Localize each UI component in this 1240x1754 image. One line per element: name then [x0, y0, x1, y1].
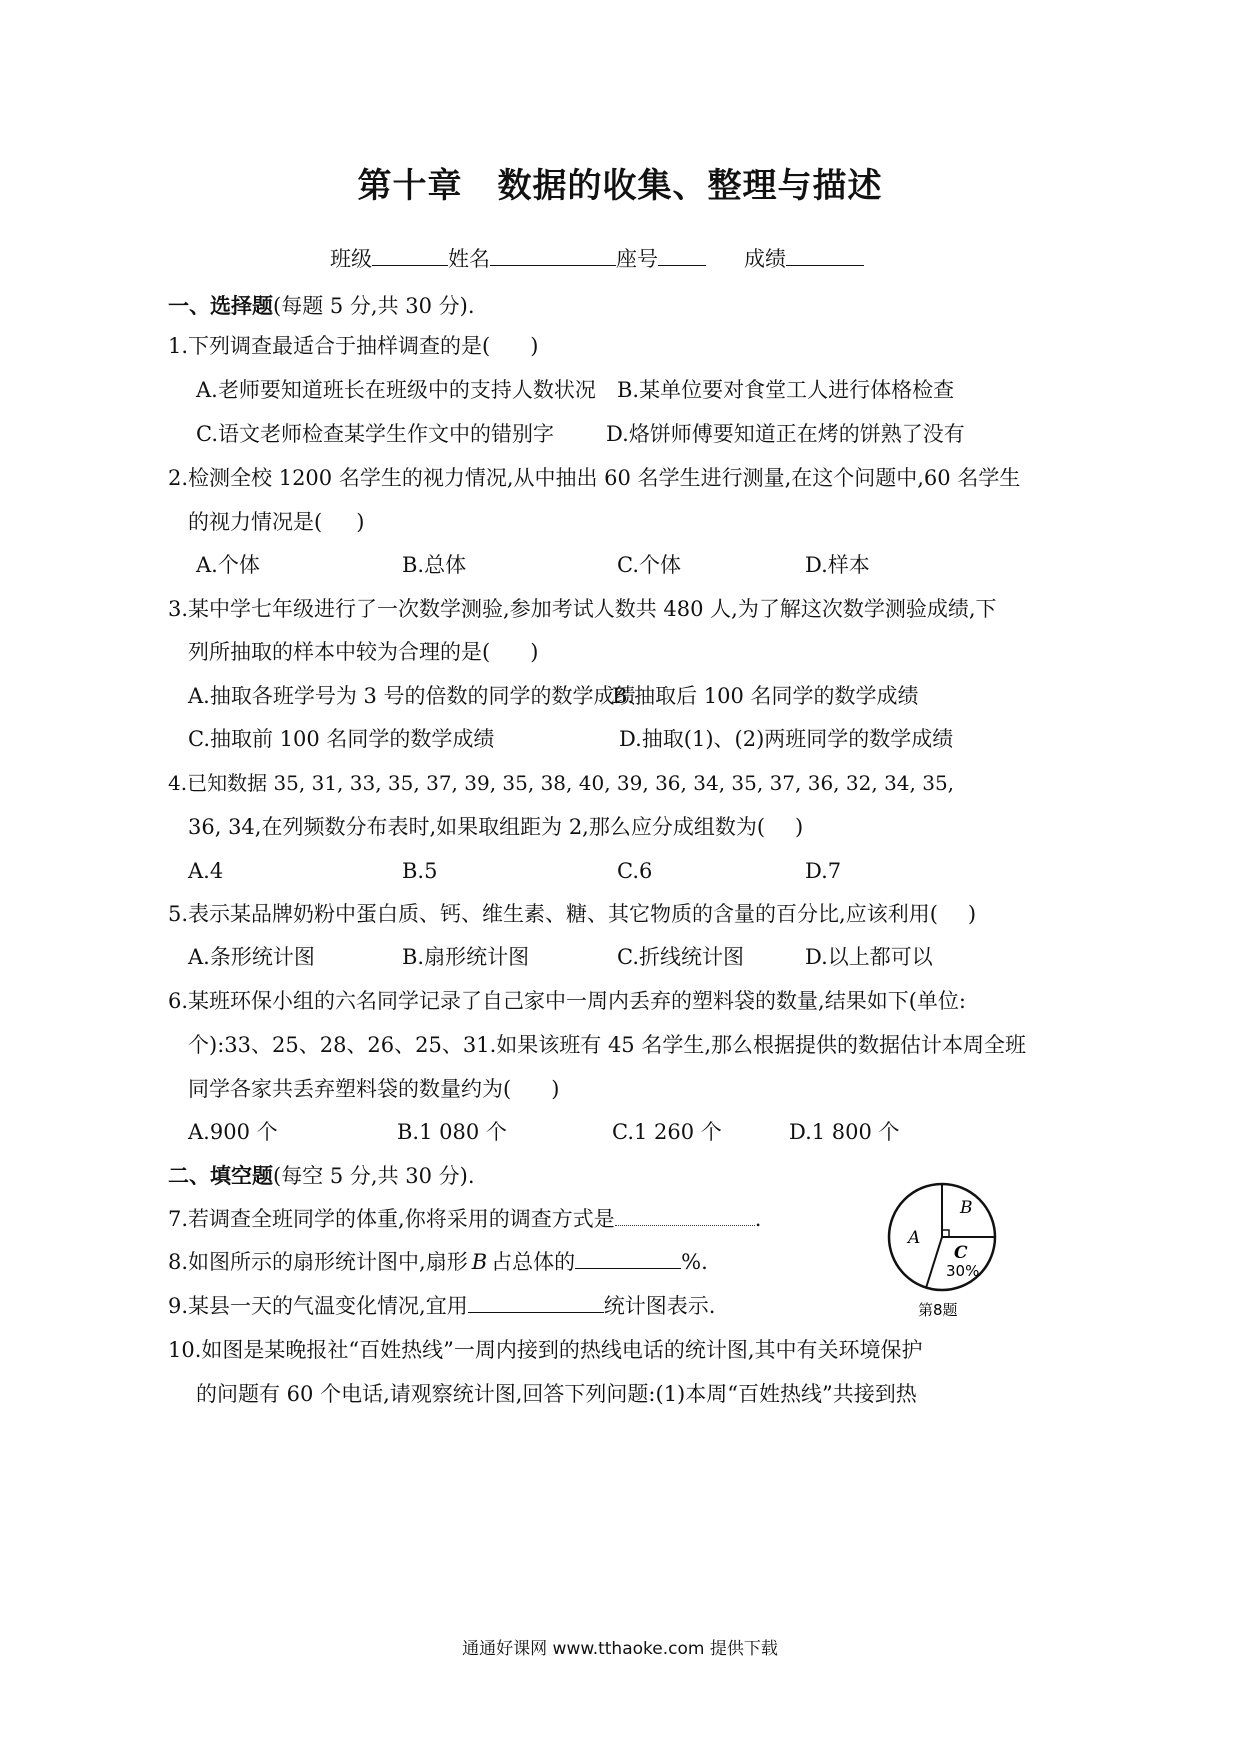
- question-4-option-a: A.4: [188, 859, 224, 883]
- question-7-blank[interactable]: [615, 1205, 755, 1226]
- question-7-text: 7.若调查全班同学的体重,你将采用的调查方式是: [168, 1207, 615, 1231]
- pie-caption: 第8题: [918, 1301, 958, 1319]
- section-two-note: (每空 5 分,共 30 分).: [273, 1164, 475, 1188]
- question-8-text-a: 8.如图所示的扇形统计图中,扇形: [168, 1250, 468, 1274]
- right-angle-mark: [942, 1230, 949, 1237]
- question-9: [168, 1292, 715, 1320]
- pie-chart-figure: [880, 1175, 1010, 1325]
- question-7: [168, 1205, 761, 1233]
- pie-label-c-percent: 30%: [946, 1262, 980, 1280]
- question-5-close: ): [967, 902, 977, 926]
- question-1-option-c: C.语文老师检查某学生作文中的错别字: [196, 422, 554, 446]
- question-6-text: 同学各家共丢弃塑料袋的数量约为(: [188, 1077, 512, 1101]
- question-2-option-c: C.个体: [617, 553, 681, 577]
- question-6-option-c: C.1 260 个: [612, 1120, 722, 1144]
- pie-label-b: B: [960, 1198, 973, 1218]
- question-1-text: 1.下列调查最适合于抽样调查的是(: [168, 334, 491, 358]
- question-10-line-1: 10.如图是某晚报社“百姓热线”一周内接到的热线电话的统计图,其中有关环境保护: [168, 1338, 923, 1362]
- question-5-option-c: C.折线统计图: [617, 945, 744, 969]
- seat-blank[interactable]: [658, 245, 706, 266]
- question-4-line-1: 4.已知数据 35, 31, 33, 35, 37, 39, 35, 38, 40, 39, 36, 34, 35, 37, 36, 32, 34, 35,: [168, 771, 955, 795]
- question-5-line-1: [168, 900, 976, 928]
- question-3-text: 列所抽取的样本中较为合理的是(: [188, 640, 491, 664]
- question-1-option-a: A.老师要知道班长在班级中的支持人数状况: [196, 378, 596, 402]
- question-9-blank[interactable]: [468, 1292, 604, 1313]
- question-1-close: ): [530, 334, 539, 358]
- question-6-option-a: A.900 个: [188, 1120, 278, 1144]
- question-10-line-2: 的问题有 60 个电话,请观察统计图,回答下列问题:(1)本周“百姓热线”共接到热: [196, 1382, 917, 1406]
- question-2-option-a: A.个体: [196, 553, 260, 577]
- page-title: 第十章 数据的收集、整理与描述: [357, 166, 883, 206]
- student-info-line: [330, 245, 864, 273]
- question-1-option-b: B.某单位要对食堂工人进行体格检查: [617, 378, 955, 402]
- question-4-option-d: D.7: [805, 859, 842, 883]
- question-2-close: ): [356, 510, 365, 534]
- question-5-option-a: A.条形统计图: [188, 945, 315, 969]
- question-3-line-1: 3.某中学七年级进行了一次数学测验,参加考试人数共 480 人,为了解这次数学测验成绩,下: [168, 597, 997, 621]
- question-9-text-a: 9.某县一天的气温变化情况,宜用: [168, 1294, 468, 1318]
- question-3-close: ): [530, 640, 539, 664]
- question-8-blank[interactable]: [575, 1248, 681, 1269]
- question-3-option-d: D.抽取(1)、(2)两班同学的数学成绩: [619, 727, 954, 751]
- pie-label-a: A: [908, 1228, 921, 1248]
- section-two-heading: [168, 1160, 475, 1190]
- name-label: 姓名: [448, 247, 490, 271]
- section-two-title: 二、填空题: [168, 1164, 273, 1188]
- question-8-text-b: 占总体的: [491, 1250, 576, 1274]
- question-6-line-1: 6.某班环保小组的六名同学记录了自己家中一周内丢弃的塑料袋的数量,结果如下(单位:: [168, 989, 966, 1013]
- question-6-option-d: D.1 800 个: [789, 1120, 900, 1144]
- seat-label: 座号: [616, 247, 658, 271]
- question-4-option-c: C.6: [617, 859, 653, 883]
- pie-label-c: C: [954, 1243, 968, 1263]
- question-5-option-b: B.扇形统计图: [402, 945, 530, 969]
- question-4-text: 36, 34,在列频数分布表时,如果取组距为 2,那么应分成组数为(: [188, 815, 766, 839]
- class-label: 班级: [330, 247, 372, 271]
- question-3-option-b: B.抽取后 100 名同学的数学成绩: [612, 684, 919, 708]
- question-2-option-d: D.样本: [805, 553, 870, 577]
- question-4-option-b: B.5: [402, 859, 438, 883]
- question-2-line-1: 2.检测全校 1200 名学生的视力情况,从中抽出 60 名学生进行测量,在这个问题中,60 名学生: [168, 466, 1021, 490]
- question-6-close: ): [551, 1077, 560, 1101]
- question-5-option-d: D.以上都可以: [805, 945, 933, 969]
- name-blank[interactable]: [490, 245, 616, 266]
- question-3-line-2: [188, 638, 538, 666]
- score-blank[interactable]: [786, 245, 864, 266]
- section-one-title: 一、选择题: [168, 294, 273, 318]
- section-one-note: (每题 5 分,共 30 分).: [273, 294, 475, 318]
- question-2-text: 的视力情况是(: [188, 510, 323, 534]
- footer-text: 通通好课网 www.tthaoke.com 提供下载: [462, 1639, 778, 1659]
- question-3-option-a: A.抽取各班学号为 3 号的倍数的同学的数学成绩: [188, 684, 636, 708]
- section-one-heading: [168, 290, 475, 320]
- question-8-variable: B: [471, 1250, 488, 1274]
- question-5-text: 5.表示某品牌奶粉中蛋白质、钙、维生素、糖、其它物质的含量的百分比,应该利用(: [168, 902, 938, 926]
- question-8-end: %.: [681, 1250, 708, 1274]
- question-3-option-c: C.抽取前 100 名同学的数学成绩: [188, 727, 495, 751]
- question-9-text-b: 统计图表示.: [603, 1294, 716, 1318]
- question-1-stem: [168, 332, 538, 360]
- score-label: 成绩: [744, 247, 786, 271]
- question-6-line-2: 个):33、25、28、26、25、31.如果该班有 45 名学生,那么根据提供的数据估计本周全班: [188, 1033, 1027, 1057]
- question-6-line-3: [188, 1075, 559, 1103]
- question-1-option-d: D.烙饼师傅要知道正在烤的饼熟了没有: [606, 422, 965, 446]
- question-4-close: ): [795, 815, 804, 839]
- question-2-line-2: [188, 508, 364, 536]
- question-2-option-b: B.总体: [402, 553, 467, 577]
- class-blank[interactable]: [372, 245, 448, 266]
- question-8: [168, 1248, 708, 1276]
- question-7-end: .: [754, 1207, 762, 1231]
- question-6-option-b: B.1 080 个: [397, 1120, 507, 1144]
- pie-divider-slant: [926, 1237, 942, 1288]
- question-4-line-2: [188, 813, 803, 841]
